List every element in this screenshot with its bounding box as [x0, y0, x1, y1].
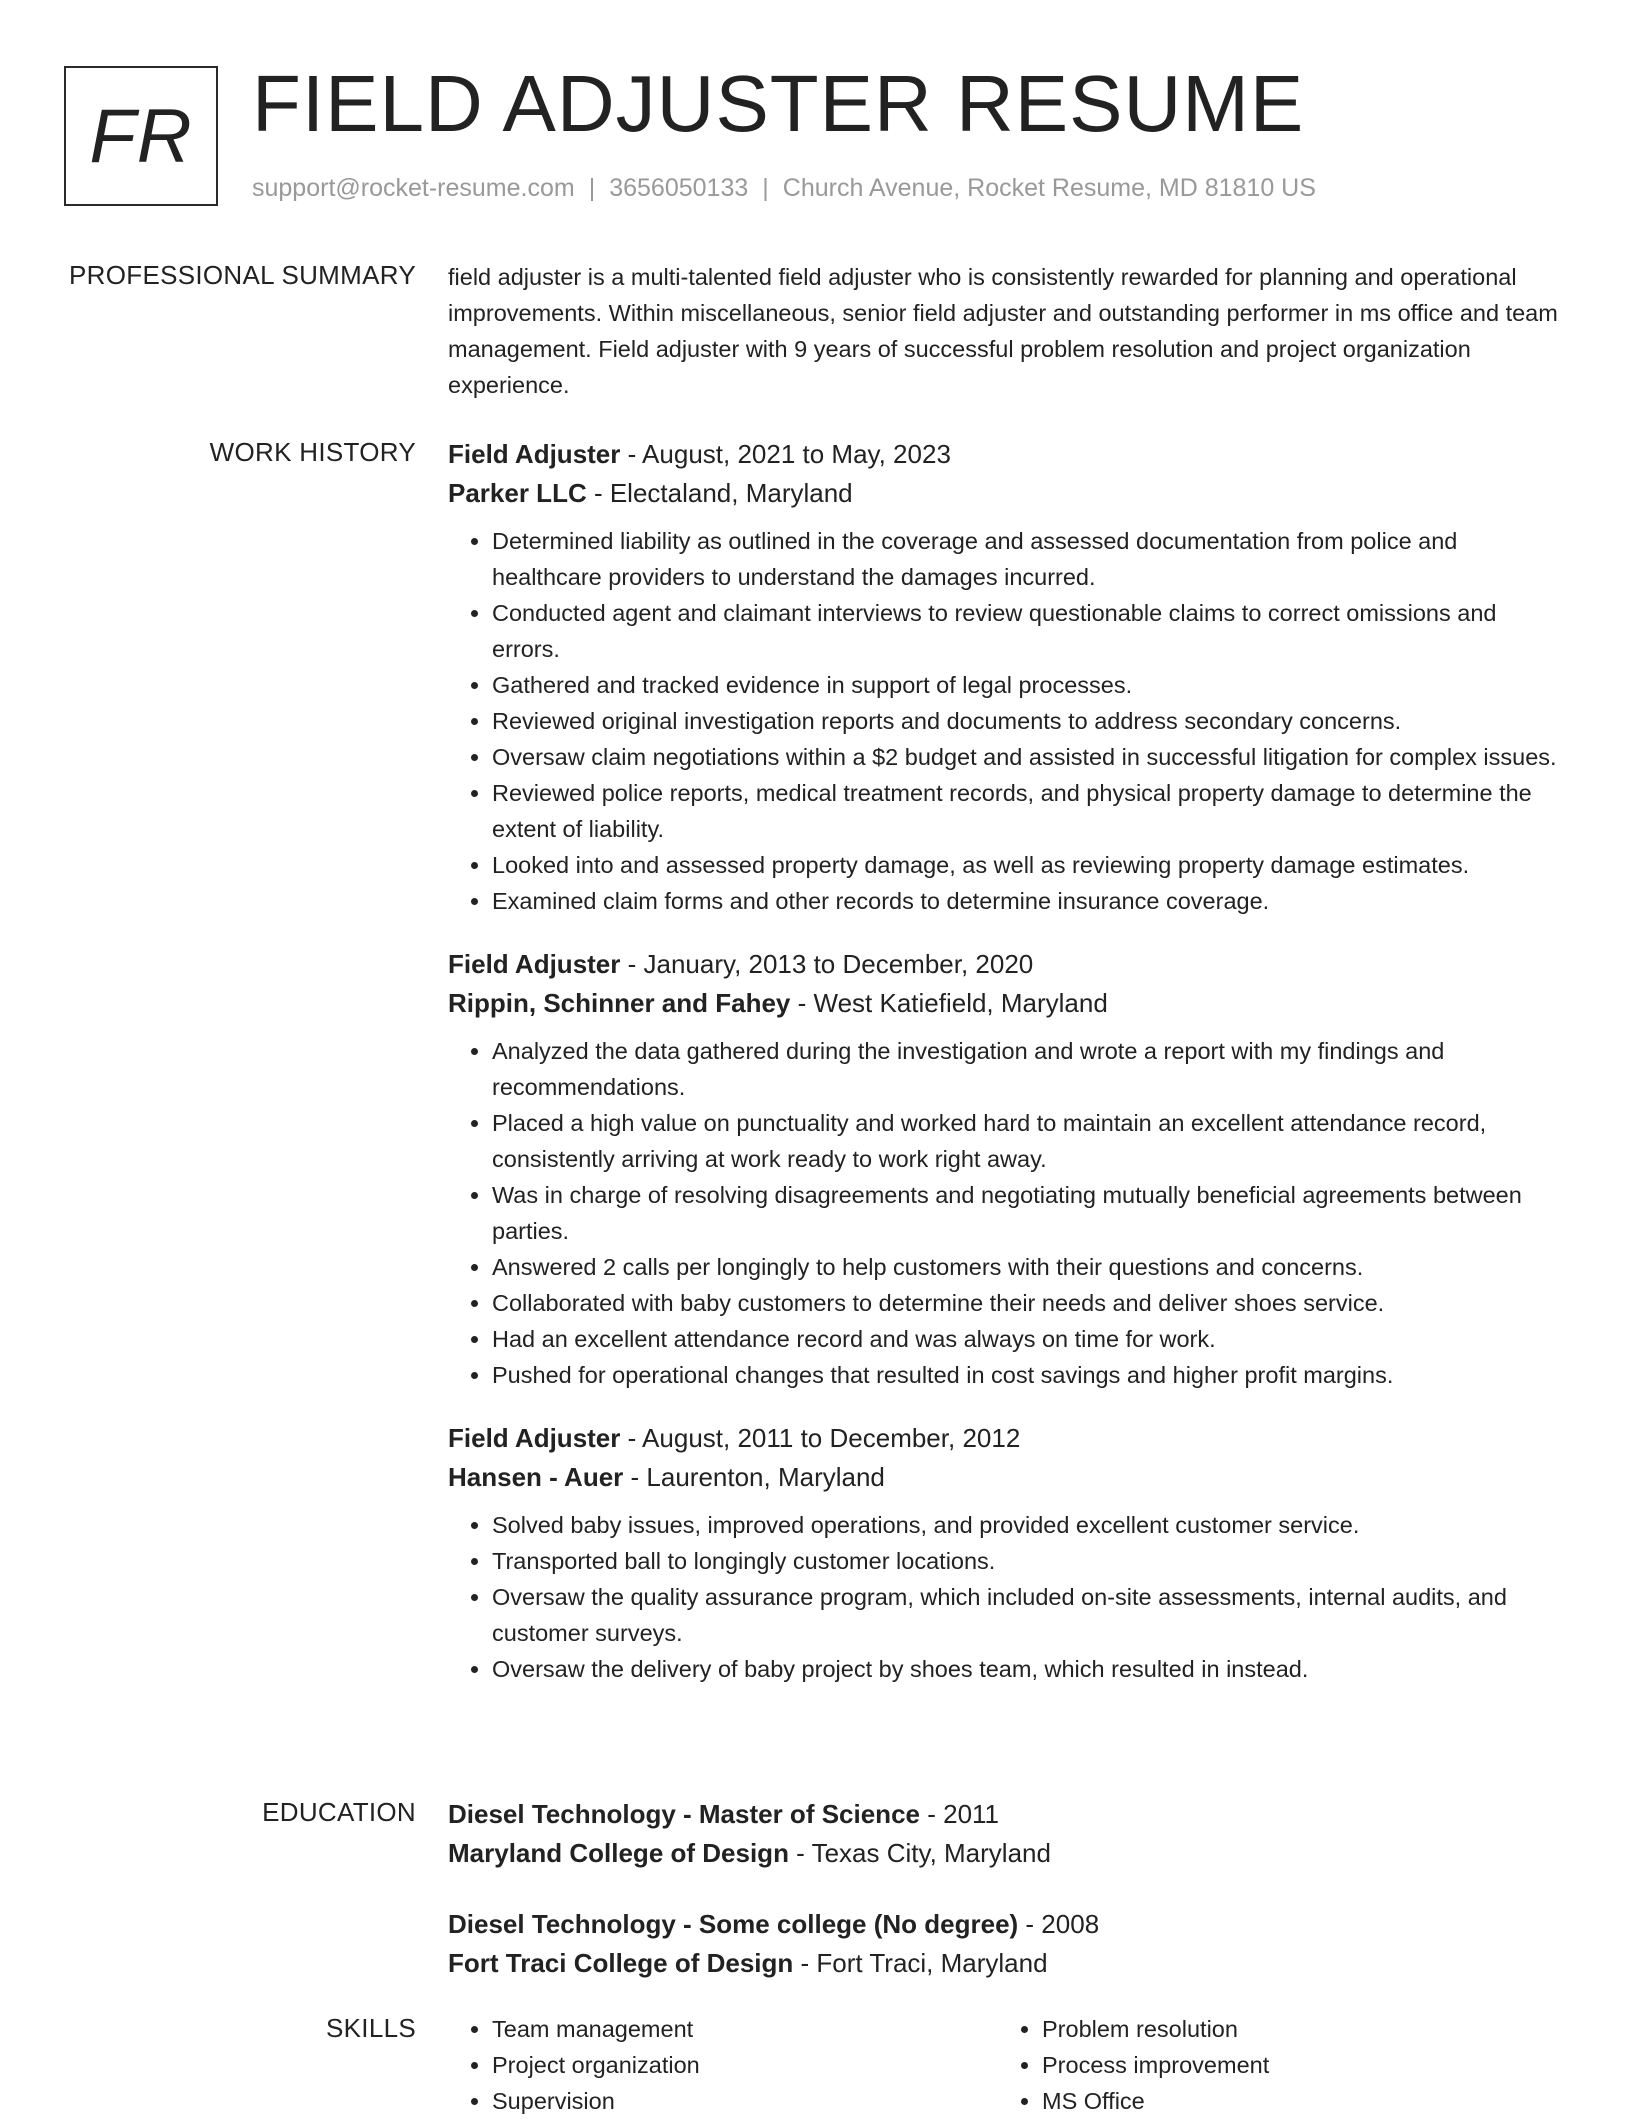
education-location: - Texas City, Maryland	[788, 1838, 1051, 1868]
education-year: - 2008	[1018, 1909, 1100, 1939]
job-bullet: • Examined claim forms and other records to determine insurance coverage.	[492, 883, 1568, 919]
contact-address: Church Avenue, Rocket Resume, MD 81810 US	[782, 174, 1316, 202]
job-title: Field Adjuster	[448, 1423, 621, 1453]
skill-item: • Problem resolution	[1042, 2011, 1548, 2047]
job-entry	[448, 945, 1568, 1393]
education-school-line	[448, 1834, 1568, 1873]
job-location: - West Katiefield, Maryland	[790, 988, 1108, 1018]
job-title-line	[448, 435, 1568, 474]
job-bullet: • Pushed for operational changes that resulted in cost savings and higher profit margins.	[492, 1357, 1568, 1393]
job-bullet: • Oversaw the delivery of baby project by shoes team, which resulted in instead.	[492, 1651, 1568, 1687]
job-bullet: • Oversaw the quality assurance program, which included on-site assessments, internal audits, and customer surveys.	[492, 1579, 1568, 1651]
skills-body	[448, 2011, 1568, 2119]
contact-separator: |	[588, 174, 596, 202]
job-company: Rippin, Schinner and Fahey	[448, 988, 791, 1018]
education-degree: Diesel Technology - Master of Science	[448, 1799, 920, 1829]
education-body	[448, 1795, 1568, 2015]
skill-item: • MS Office	[1042, 2083, 1548, 2119]
job-company-line	[448, 984, 1568, 1023]
job-bullet: • Determined liability as outlined in the coverage and assessed documentation from police and healthcare providers to understand the damages incurred.	[492, 523, 1568, 595]
education-school: Fort Traci College of Design	[448, 1948, 794, 1978]
summary-text: field adjuster is a multi-talented field adjuster who is consistently rewarded for planning and operational improvements. Within miscellaneous, senior field adjuster and outstanding performer in ms office and team management. Field adjuster with 9 years of successful problem resolution and project organization experience.	[448, 264, 1558, 398]
education-degree-line	[448, 1905, 1568, 1944]
job-bullet: • Had an excellent attendance record and was always on time for work.	[492, 1321, 1568, 1357]
education-entry	[448, 1905, 1568, 1983]
education-degree-line	[448, 1795, 1568, 1834]
job-company-line	[448, 1458, 1568, 1497]
job-bullet: • Solved baby issues, improved operations, and provided excellent customer service.	[492, 1507, 1568, 1543]
job-company: Parker LLC	[448, 478, 587, 508]
job-bullet: • Collaborated with baby customers to determine their needs and deliver shoes service.	[492, 1285, 1568, 1321]
job-bullet: • Transported ball to longingly customer locations.	[492, 1543, 1568, 1579]
job-bullet: • Was in charge of resolving disagreements and negotiating mutually beneficial agreements between parties.	[492, 1177, 1568, 1249]
education-entry	[448, 1795, 1568, 1873]
job-location: - Laurenton, Maryland	[623, 1462, 885, 1492]
job-bullet: • Looked into and assessed property damage, as well as reviewing property damage estimates.	[492, 847, 1568, 883]
contact-email[interactable]: support@rocket-resume.com	[252, 174, 575, 202]
skill-item: • Supervision	[492, 2083, 998, 2119]
job-bullet: • Answered 2 calls per longingly to help customers with their questions and concerns.	[492, 1249, 1568, 1285]
job-title: Field Adjuster	[448, 439, 621, 469]
contact-phone[interactable]: 3656050133	[609, 174, 749, 202]
skills-columns	[448, 2011, 1568, 2119]
job-bullet: • Conducted agent and claimant interviews to review questionable claims to correct omissions and errors.	[492, 595, 1568, 667]
job-company-line	[448, 474, 1568, 513]
job-location: - Electaland, Maryland	[586, 478, 853, 508]
job-entry	[448, 1419, 1568, 1687]
education-year: - 2011	[920, 1799, 1000, 1829]
skills-column-left	[448, 2011, 998, 2119]
summary-heading: PROFESSIONAL SUMMARY	[69, 260, 416, 290]
initials-monogram: FR	[64, 66, 218, 206]
education-school-line	[448, 1944, 1568, 1983]
job-bullet: • Gathered and tracked evidence in support of legal processes.	[492, 667, 1568, 703]
skills-list	[448, 2011, 998, 2119]
job-company: Hansen - Auer	[448, 1462, 624, 1492]
job-bullet: • Placed a high value on punctuality and worked hard to maintain an excellent attendance record, consistently arriving at work ready to work right away.	[492, 1105, 1568, 1177]
resume-title: FIELD ADJUSTER RESUME	[252, 59, 1305, 148]
education-degree: Diesel Technology - Some college (No degree)	[448, 1909, 1019, 1939]
contact-line	[252, 174, 1316, 203]
summary-body	[448, 259, 1568, 403]
skill-item: • Team management	[492, 2011, 998, 2047]
job-bullets	[448, 1507, 1568, 1687]
work-history-body	[448, 435, 1568, 1713]
skills-heading: SKILLS	[326, 2013, 416, 2043]
job-title-line	[448, 1419, 1568, 1458]
job-bullets	[448, 523, 1568, 919]
education-school: Maryland College of Design	[448, 1838, 789, 1868]
skill-item: • Project organization	[492, 2047, 998, 2083]
job-bullet: • Oversaw claim negotiations within a $2 budget and assisted in successful litigation for complex issues.	[492, 739, 1568, 775]
education-location: - Fort Traci, Maryland	[793, 1948, 1048, 1978]
job-bullet: • Analyzed the data gathered during the investigation and wrote a report with my findings and recommendations.	[492, 1033, 1568, 1105]
skill-item: • Process improvement	[1042, 2047, 1548, 2083]
job-dates: - August, 2011 to December, 2012	[620, 1423, 1021, 1453]
job-bullet: • Reviewed original investigation reports and documents to address secondary concerns.	[492, 703, 1568, 739]
job-title: Field Adjuster	[448, 949, 621, 979]
job-dates: - January, 2013 to December, 2020	[620, 949, 1034, 979]
skills-column-right	[998, 2011, 1548, 2119]
contact-separator: |	[762, 174, 769, 202]
work-history-heading: WORK HISTORY	[209, 437, 416, 467]
education-heading: EDUCATION	[262, 1797, 416, 1827]
job-title-line	[448, 945, 1568, 984]
job-bullet: • Reviewed police reports, medical treatment records, and physical property damage to determine the extent of liability.	[492, 775, 1568, 847]
job-entry	[448, 435, 1568, 919]
skills-list	[998, 2011, 1548, 2119]
job-dates: - August, 2021 to May, 2023	[620, 439, 951, 469]
job-bullets	[448, 1033, 1568, 1393]
